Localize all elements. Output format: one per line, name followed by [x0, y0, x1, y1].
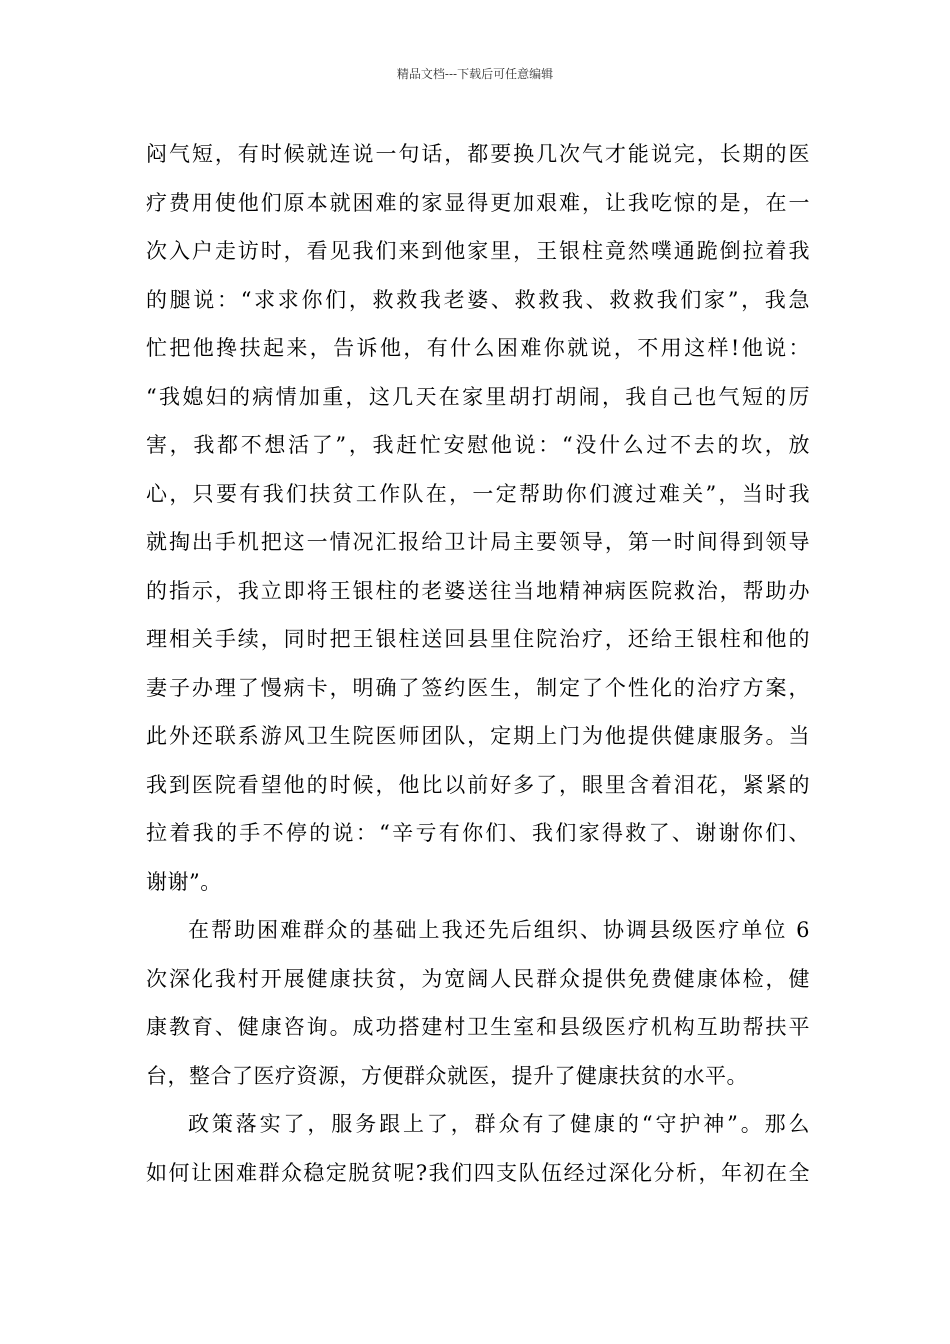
- text-line: 次深化我村开展健康扶贫，为宽阔人民群众提供免费健康体检，健: [146, 966, 810, 991]
- text-line: 我到医院看望他的时候，他比以前好多了，眼里含着泪花，紧紧的: [146, 772, 810, 797]
- text-line: 就掏出手机把这一情况汇报给卫计局主要领导，第一时间得到领导: [146, 530, 810, 554]
- text-line: 心，只要有我们扶贫工作队在，一定帮助你们渡过难关”，当时我: [146, 481, 810, 506]
- text-line: 如何让困难群众稳定脱贫呢?我们四支队伍经过深化分析，年初在全: [146, 1160, 810, 1185]
- text-line: 闷气短，有时候就连说一句话，都要换几次气才能说完，长期的医: [146, 142, 810, 166]
- text-line: 谢谢”。: [146, 869, 222, 894]
- page-header: 精品文档---下载后可任意编辑: [396, 67, 554, 81]
- paragraph-first-line: 政策落实了，服务跟上了，群众有了健康的“守护神”。那么: [188, 1112, 810, 1136]
- text-line: “我媳妇的病情加重，这几天在家里胡打胡闹，我自己也气短的厉: [146, 384, 810, 409]
- text-line: 台，整合了医疗资源，方便群众就医，提升了健康扶贫的水平。: [146, 1063, 748, 1088]
- text-line: 的腿说：“求求你们，救救我老婆、救救我、救救我们家”，我急: [146, 287, 810, 312]
- document-body: [146, 130, 810, 1197]
- text-line: 此外还联系游风卫生院医师团队，定期上门为他提供健康服务。当: [146, 724, 810, 748]
- text-line: 拉着我的手不停的说：“辛亏有你们、我们家得救了、谢谢你们、: [146, 821, 810, 845]
- text-line: 次入户走访时，看见我们来到他家里，王银柱竟然噗通跪倒拉着我: [146, 239, 810, 263]
- text-line: 疗费用使他们原本就困难的家显得更加艰难，让我吃惊的是，在一: [146, 190, 810, 215]
- text-line: 理相关手续，同时把王银柱送回县里住院治疗，还给王银柱和他的: [146, 627, 810, 651]
- paragraph-first-line: 在帮助困难群众的基础上我还先后组织、协调县级医疗单位 6: [188, 918, 810, 942]
- text-line: 忙把他搀扶起来，告诉他，有什么困难你就说，不用这样!他说：: [146, 336, 810, 360]
- text-line: 妻子办理了慢病卡，明确了签约医生，制定了个性化的治疗方案，: [146, 675, 810, 700]
- text-line: 的指示，我立即将王银柱的老婆送往当地精神病医院救治，帮助办: [146, 578, 810, 603]
- text-line: 害，我都不想活了”，我赶忙安慰他说：“没什么过不去的坎，放: [146, 433, 810, 457]
- text-line: 康教育、健康咨询。成功搭建村卫生室和县级医疗机构互助帮扶平: [146, 1015, 810, 1039]
